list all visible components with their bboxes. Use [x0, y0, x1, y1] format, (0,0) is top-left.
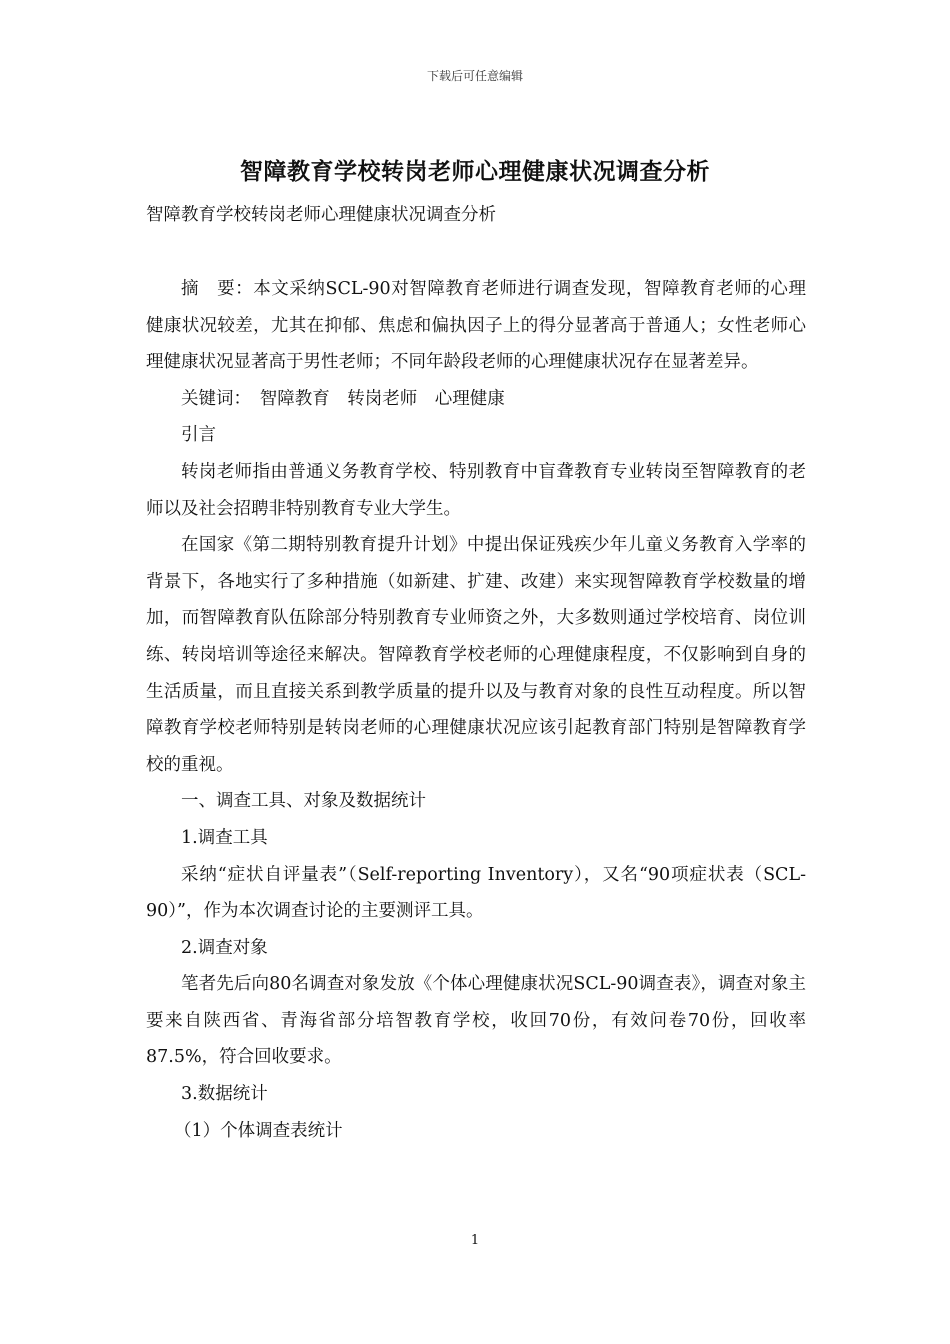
body-paragraph: 采纳“症状自评量表”（Self-reporting Inventory），又名“90项症状表（SCL-90）”，作为本次调查讨论的主要测评工具。	[146, 864, 806, 922]
abstract-paragraph: 摘 要：本文采纳SCL-90对智障教育老师进行调查发现，智障教育老师的心理健康状况较差，尤其在抑郁、焦虑和偏执因子上的得分显著高于普通人；女性老师心理健康状况显著高于男性老师；不同年龄段老师的心理健康状况存在显著差异。	[146, 279, 806, 373]
subsection-heading: 3.数据统计	[181, 1084, 268, 1105]
document-title: 智障教育学校转岗老师心理健康状况调查分析	[240, 158, 710, 185]
keywords-paragraph: 关键词： 智障教育 转岗老师 心理健康	[181, 388, 505, 409]
list-item-heading: （1）个体调查表统计	[174, 1120, 343, 1141]
section-heading-introduction: 引言	[181, 425, 216, 446]
header-note: 下载后可任意编辑	[426, 69, 523, 83]
body-text	[146, 271, 806, 1149]
body-paragraph: 笔者先后向80名调查对象发放《个体心理健康状况SCL-90调查表》，调查对象主要来自陕西省、青海省部分培智教育学校，收回70份，有效问卷70份，回收率87.5%，符合回收要求。	[146, 974, 806, 1068]
body-paragraph: 在国家《第二期特别教育提升计划》中提出保证残疾少年儿童义务教育入学率的背景下，各地实行了多种措施（如新建、扩建、改建）来实现智障教育学校数量的增加，而智障教育队伍除部分特别教育专业师资之外，大多数则通过学校培育、岗位训练、转岗培训等途径来解决。智障教育学校老师的心理健康程度，不仅影响到自身的生活质量，而且直接关系到教学质量的提升以及与教育对象的良性互动程度。所以智障教育学校老师特别是转岗老师的心理健康状况应该引起教育部门特别是智障教育学校的重视。	[146, 535, 806, 775]
page-number: 1	[470, 1233, 480, 1248]
subsection-heading: 1.调查工具	[181, 827, 268, 848]
document-subtitle: 智障教育学校转岗老师心理健康状况调查分析	[146, 205, 496, 225]
body-paragraph: 转岗老师指由普通义务教育学校、特别教育中盲聋教育专业转岗至智障教育的老师以及社会招聘非特别教育专业大学生。	[146, 461, 806, 519]
subsection-heading: 2.调查对象	[181, 937, 268, 958]
section-heading: 一、调查工具、对象及数据统计	[181, 791, 426, 812]
